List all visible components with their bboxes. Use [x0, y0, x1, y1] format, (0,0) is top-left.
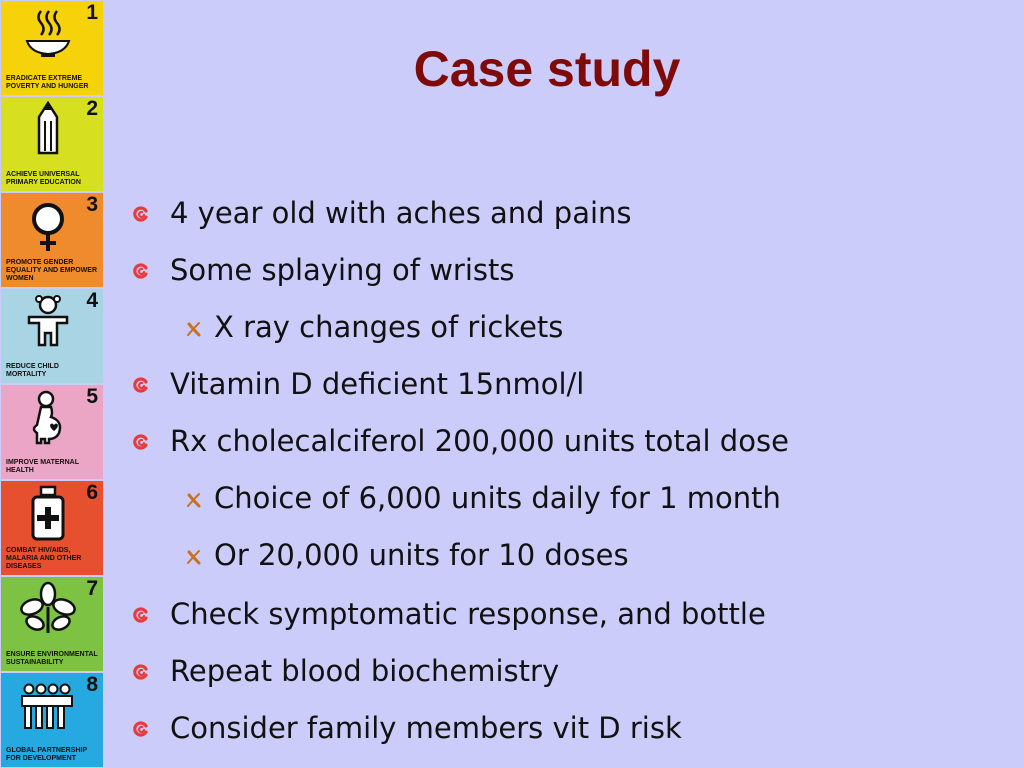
bullet-text: Vitamin D deficient 15nmol/l — [170, 367, 585, 401]
goal-caption: PROMOTE GENDER EQUALITY AND EMPOWER WOMEN — [6, 259, 98, 282]
goal-4-tile — [1, 289, 103, 383]
bullet-item — [170, 367, 585, 401]
bullet-item — [170, 654, 560, 688]
cross-bullet-icon — [184, 319, 204, 339]
goal-caption: COMBAT HIV/AIDS, MALARIA AND OTHER DISEASES — [6, 547, 82, 570]
goal-caption: GLOBAL PARTNERSHIP FOR DEVELOPMENT — [6, 747, 87, 762]
goal-1-tile — [1, 1, 103, 95]
goal-7-tile — [1, 577, 103, 671]
goal-8-tile — [1, 673, 103, 767]
bullet-item — [170, 597, 766, 631]
bullet-item — [170, 711, 682, 745]
mdg-goals-sidebar — [0, 0, 104, 768]
goal-number: 3 — [86, 193, 98, 216]
goal-number: 5 — [86, 385, 98, 408]
slide-title: Case study — [413, 41, 681, 97]
female-symbol-icon — [19, 197, 77, 253]
swirl-bullet-icon — [130, 661, 152, 683]
plant-icon — [19, 581, 77, 637]
bullet-text: Or 20,000 units for 10 doses — [214, 538, 629, 572]
goal-3-tile — [1, 193, 103, 287]
bullet-item — [170, 253, 515, 287]
sub-bullet-item — [214, 310, 564, 344]
sub-bullet-item — [214, 481, 781, 515]
cross-bullet-icon — [184, 490, 204, 510]
goal-number: 1 — [86, 1, 98, 24]
goal-number: 8 — [86, 673, 98, 696]
goal-caption: ENSURE ENVIRONMENTAL SUSTAINABILITY — [6, 651, 98, 666]
goal-caption: REDUCE CHILD MORTALITY — [6, 363, 59, 378]
goal-caption: ERADICATE EXTREME POVERTY AND HUNGER — [6, 75, 89, 90]
swirl-bullet-icon — [130, 718, 152, 740]
bullet-text: Rx cholecalciferol 200,000 units total dose — [170, 424, 789, 458]
swirl-bullet-icon — [130, 431, 152, 453]
sub-bullet-item — [214, 538, 629, 572]
swirl-bullet-icon — [130, 260, 152, 282]
swirl-bullet-icon — [130, 203, 152, 225]
pregnant-woman-icon — [19, 389, 77, 445]
goal-5-tile — [1, 385, 103, 479]
bullet-item — [170, 196, 632, 230]
bullet-text: Choice of 6,000 units daily for 1 month — [214, 481, 781, 515]
bullet-text: Some splaying of wrists — [170, 253, 515, 287]
bowl-icon — [19, 5, 77, 61]
goal-number: 2 — [86, 97, 98, 120]
goal-2-tile — [1, 97, 103, 191]
pencil-icon — [19, 101, 77, 157]
people-group-icon — [19, 677, 77, 733]
swirl-bullet-icon — [130, 604, 152, 626]
bullet-text: X ray changes of rickets — [214, 310, 564, 344]
goal-6-tile — [1, 481, 103, 575]
bullet-text: Check symptomatic response, and bottle — [170, 597, 766, 631]
goal-caption: IMPROVE MATERNAL HEALTH — [6, 459, 79, 474]
goal-number: 4 — [86, 289, 98, 312]
child-icon — [19, 293, 77, 349]
goal-number: 7 — [86, 577, 98, 600]
bullet-item — [170, 424, 789, 458]
bullet-text: 4 year old with aches and pains — [170, 196, 632, 230]
goal-caption: ACHIEVE UNIVERSAL PRIMARY EDUCATION — [6, 171, 81, 186]
medicine-bottle-icon — [19, 485, 77, 541]
goal-number: 6 — [86, 481, 98, 504]
swirl-bullet-icon — [130, 374, 152, 396]
cross-bullet-icon — [184, 547, 204, 567]
bullet-text: Repeat blood biochemistry — [170, 654, 560, 688]
bullet-text: Consider family members vit D risk — [170, 711, 682, 745]
